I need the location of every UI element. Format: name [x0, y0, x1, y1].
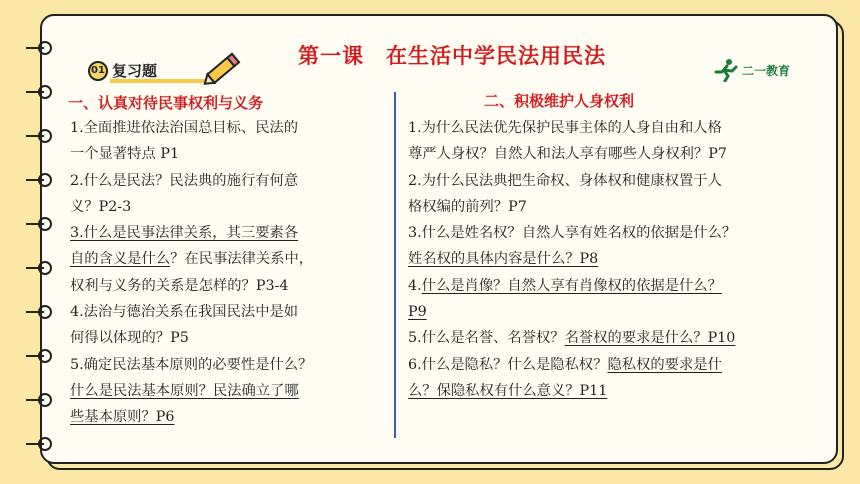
question-line — [70, 273, 386, 299]
question-line — [408, 378, 828, 404]
underlined-text: 自的含义是什么 — [70, 251, 171, 268]
plain-text: 格权编的前列？P7 — [408, 198, 527, 215]
plain-text: 尊严人身权？自然人和法人享有哪些人身权利？P7 — [408, 146, 727, 163]
plain-text: 5.什么是名誉、名誉权？ — [408, 330, 565, 347]
question-line — [70, 352, 386, 378]
underlined-text: P9 — [408, 304, 427, 321]
plain-text: 4.法治与德治关系在我国民法中是如 — [70, 304, 299, 321]
question-line — [70, 404, 386, 430]
review-label: 复习题 — [112, 62, 158, 80]
underlined-text: 隐私权的要求是什 — [607, 356, 722, 373]
binding-ring — [26, 261, 60, 275]
underlined-text: 什么是肖像？自然人享有肖像权的依据是什么？ — [421, 277, 722, 294]
question-line — [70, 299, 386, 325]
question-line — [408, 220, 828, 246]
binding-ring — [26, 305, 60, 319]
question-line — [408, 273, 828, 299]
plain-text: 一个显著特点 P1 — [70, 146, 180, 163]
binding-ring — [26, 393, 60, 407]
question-line — [70, 246, 386, 272]
binding-ring — [26, 217, 60, 231]
plain-text: 2.为什么民法典把生命权、身体权和健康权置于人 — [408, 172, 722, 189]
question-line — [408, 194, 828, 220]
question-line — [408, 352, 828, 378]
left-question-list — [70, 115, 386, 431]
question-line — [408, 246, 828, 272]
question-line — [70, 220, 386, 246]
question-line — [70, 168, 386, 194]
section-number-badge: 01 — [88, 61, 108, 81]
plain-text: 2.什么是民法？民法典的施行有何意 — [70, 172, 299, 189]
underlined-text: 姓名权的具体内容是什么？P8 — [408, 251, 599, 268]
question-line — [70, 378, 386, 404]
brand-logo — [712, 58, 822, 84]
plain-text: 1.全面推进依法治国总目标、民法的 — [70, 120, 299, 136]
page-title: 第一课 在生活中学民法用民法 — [298, 44, 606, 68]
right-question-list — [408, 115, 828, 404]
question-line — [408, 325, 828, 351]
pencil-icon — [200, 50, 244, 90]
plain-text: 何得以体现的？P5 — [70, 330, 189, 347]
underlined-text: 名誉权的要求是什么？P10 — [564, 330, 736, 347]
question-line — [408, 115, 828, 141]
question-line — [408, 299, 828, 325]
plain-text: 1.为什么民法优先保护民事主体的人身自由和人格 — [408, 120, 722, 136]
plain-text: 3.什么是姓名权？自然人享有姓名权的依据是什么？ — [408, 225, 737, 242]
plain-text: 5.确定民法基本原则的必要性是什么？ — [70, 356, 313, 373]
binding-ring — [26, 129, 60, 143]
left-section-heading: 一、认真对待民事权利与义务 — [68, 94, 264, 112]
question-line — [70, 194, 386, 220]
plain-text: ？在民事法律关系中， — [170, 251, 314, 268]
runner-icon — [712, 58, 740, 82]
plain-text: 4. — [408, 277, 422, 294]
question-line — [408, 168, 828, 194]
question-line — [408, 141, 828, 167]
plain-text: 义？P2-3 — [70, 198, 132, 215]
column-divider — [394, 92, 396, 438]
binding-ring — [26, 173, 60, 187]
plain-text: 权利与义务的关系是怎样的？P3-4 — [70, 277, 289, 294]
plain-text: 6.什么是隐私？什么是隐私权？ — [408, 356, 608, 373]
logo-text: 二一教育 — [742, 64, 791, 78]
binding-ring — [26, 349, 60, 363]
question-line — [70, 141, 386, 167]
question-line — [70, 115, 386, 141]
underlined-text: 么？保隐私权有什么意义？P11 — [408, 382, 608, 399]
question-line — [70, 325, 386, 351]
binding-ring — [26, 41, 60, 55]
underlined-text: 3.什么是民事法律关系，其三要素各 — [70, 225, 299, 242]
binding-ring — [26, 437, 60, 451]
underlined-text: 些基本原则？P6 — [70, 409, 175, 426]
underlined-text: 什么是民法基本原则？民法确立了哪 — [70, 382, 299, 399]
binding-ring — [26, 85, 60, 99]
right-section-heading: 二、积极维护人身权利 — [484, 92, 635, 110]
